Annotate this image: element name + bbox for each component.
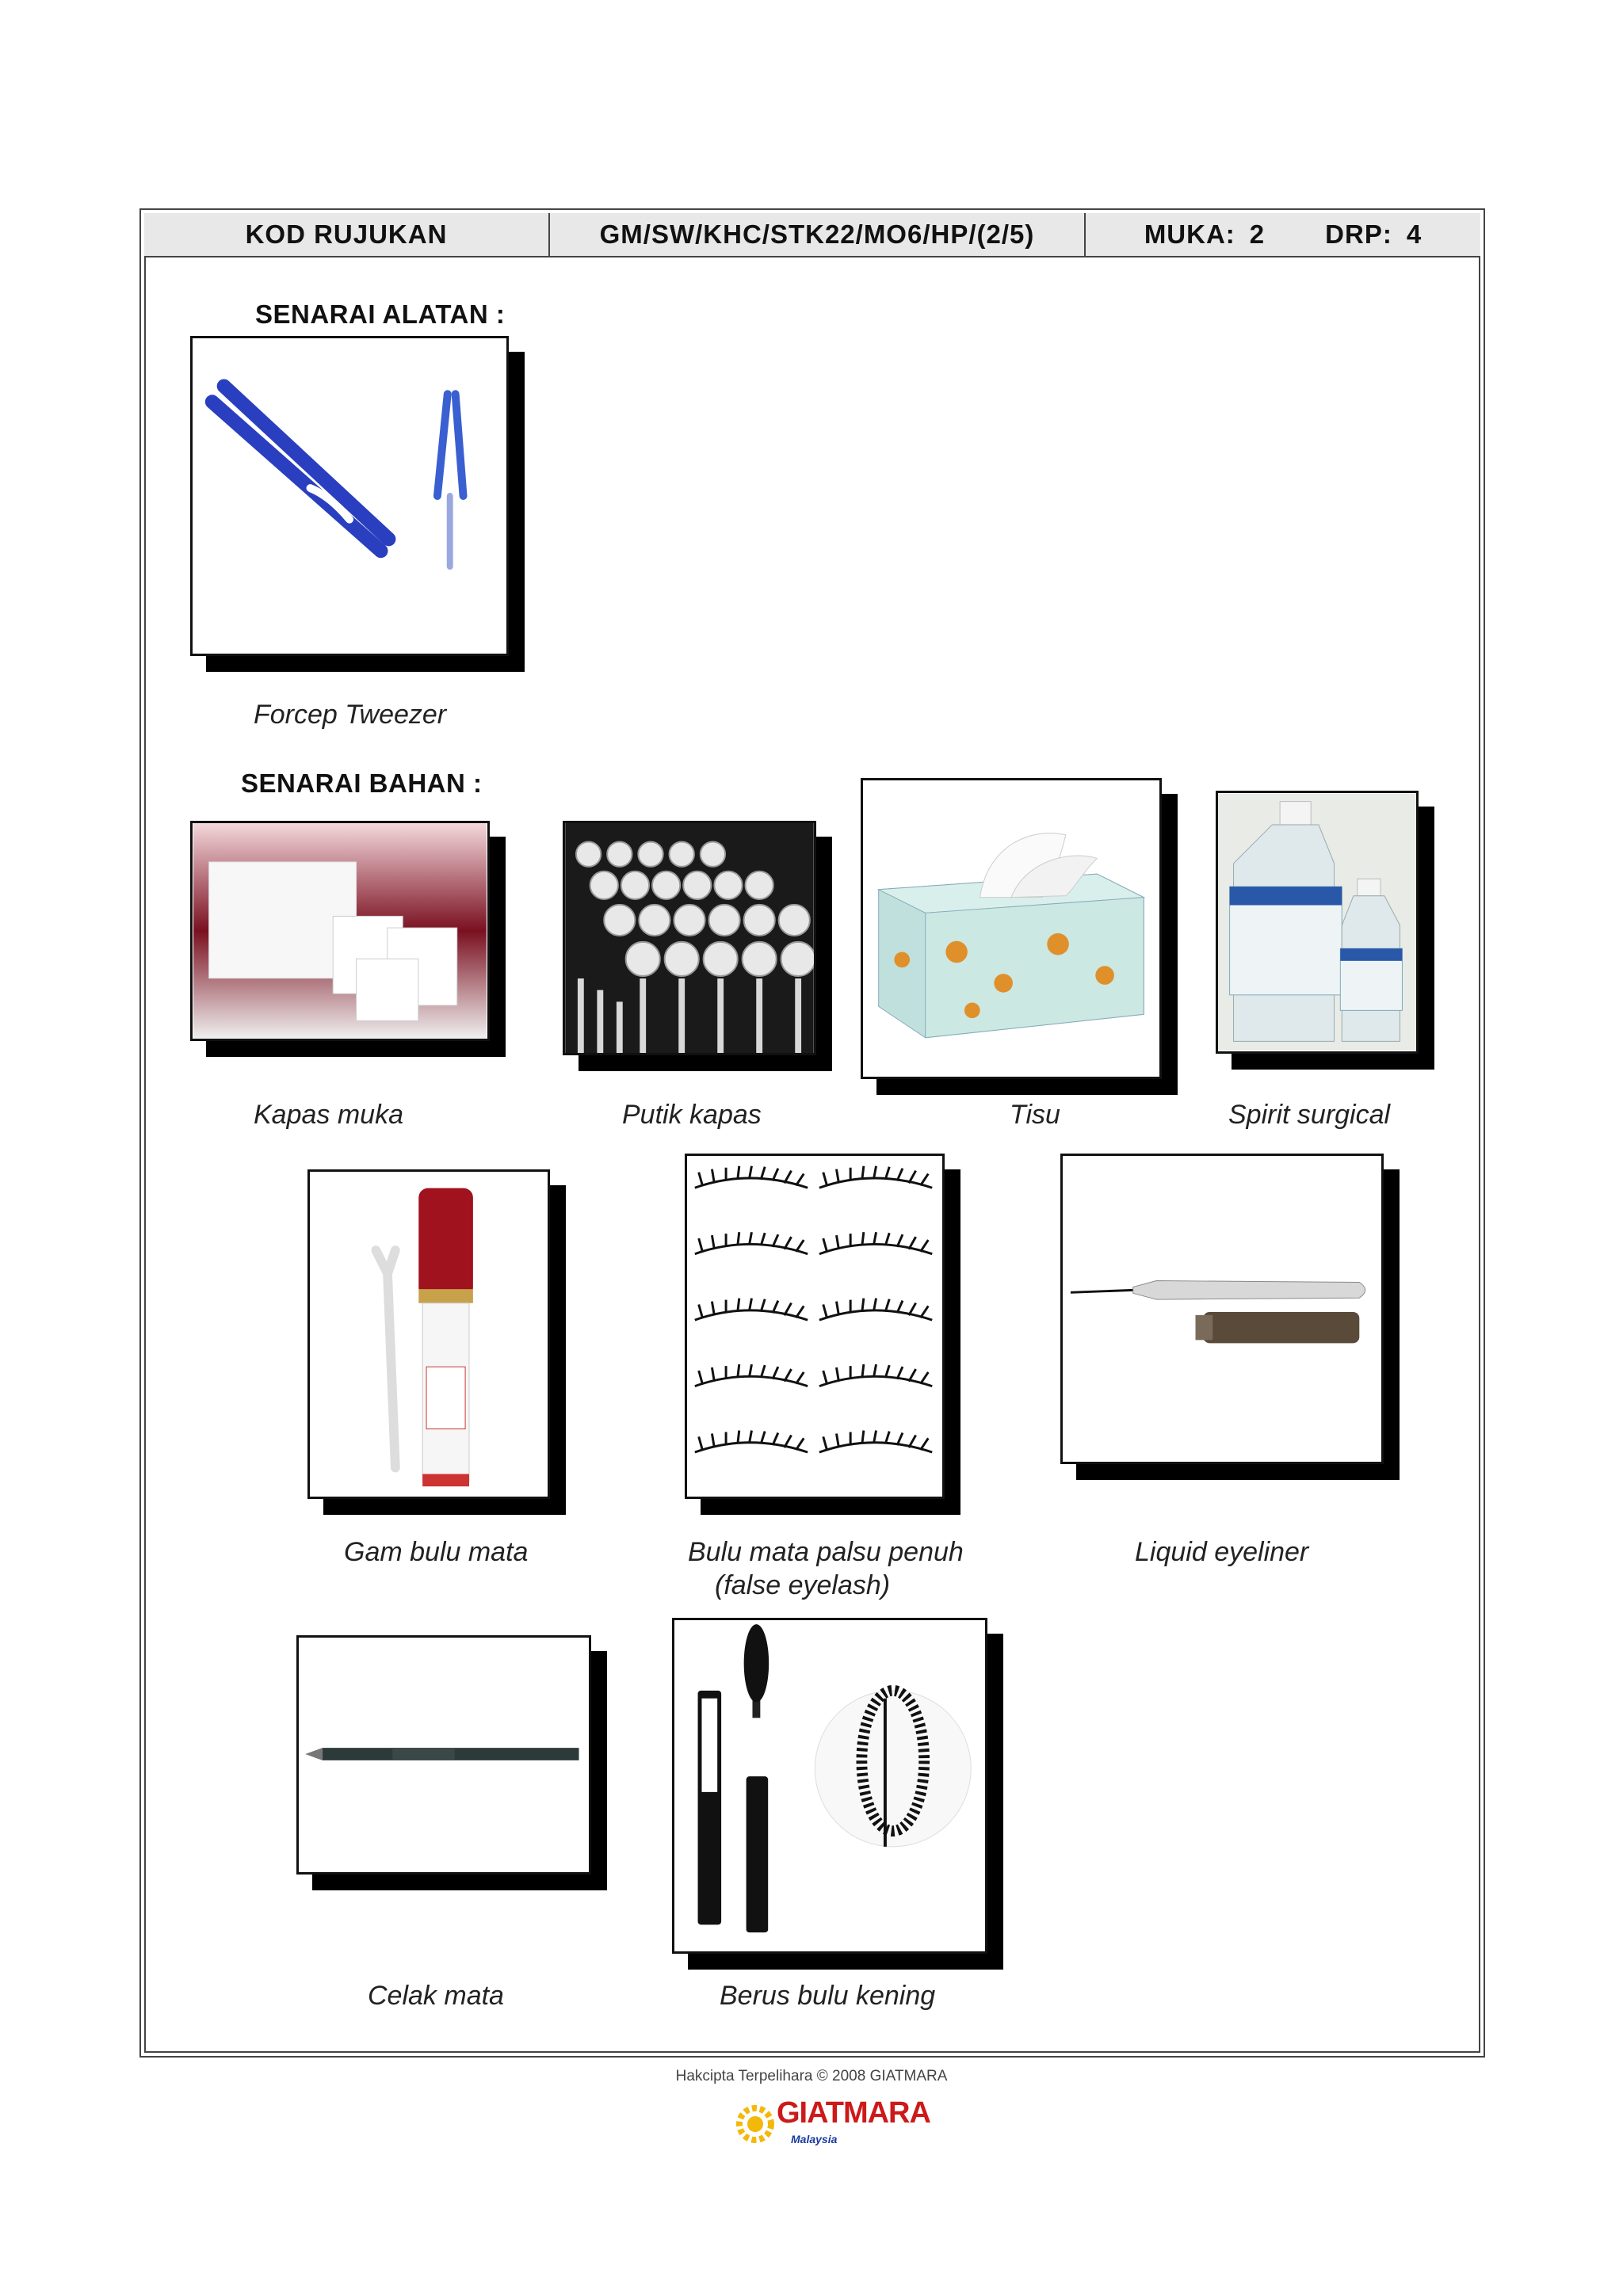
- ref-code: GM/SW/KHC/STK22/MO6/HP/(2/5): [550, 213, 1086, 256]
- page-label: MUKA:: [1144, 219, 1235, 249]
- eye-pencil-caption: Celak mata: [368, 1981, 504, 2011]
- copyright: Hakcipta Terpelihara © 2008 GIATMARA: [675, 2068, 948, 2084]
- mascara-caption: Berus bulu kening: [720, 1981, 936, 2011]
- mascara-brush-icon: [674, 1620, 985, 1951]
- cotton-pad-icon: [193, 823, 487, 1039]
- page-number: 2: [1249, 219, 1266, 249]
- header-table: [144, 213, 1480, 257]
- spirit-image: [1216, 791, 1419, 1054]
- false-eyelash-image: [685, 1154, 945, 1499]
- liquid-eyeliner-caption: Liquid eyeliner: [1135, 1537, 1309, 1567]
- logo-subtext: Malaysia: [791, 2133, 838, 2145]
- cotton-bud-caption: Putik kapas: [622, 1100, 762, 1130]
- false-eyelash-icon: [687, 1156, 942, 1497]
- tweezer-icon: [193, 338, 506, 654]
- tissue-box-icon: [863, 780, 1159, 1077]
- mascara-image: [672, 1618, 987, 1954]
- tools-title: SENARAI ALATAN :: [255, 299, 506, 329]
- total-number: 4: [1406, 219, 1423, 249]
- liquid-eyeliner-icon: [1063, 1156, 1381, 1462]
- tweezer-image: [190, 336, 509, 656]
- tissue-image: [861, 778, 1162, 1079]
- cotton-bud-image: [563, 821, 816, 1055]
- false-eyelash-caption-line2: (false eyelash): [715, 1570, 891, 1600]
- page-info: [1086, 213, 1480, 256]
- lash-glue-caption: Gam bulu mata: [344, 1537, 529, 1567]
- ref-label: KOD RUJUKAN: [144, 213, 550, 256]
- total-label: DRP:: [1325, 219, 1392, 249]
- cotton-pad-caption: Kapas muka: [254, 1100, 403, 1130]
- cotton-pad-image: [190, 821, 490, 1041]
- cotton-bud-icon: [565, 823, 814, 1053]
- false-eyelash-caption-line1: Bulu mata palsu penuh: [688, 1537, 964, 1567]
- materials-title: SENARAI BAHAN :: [241, 769, 483, 798]
- tissue-caption: Tisu: [1010, 1100, 1060, 1130]
- eye-pencil-image: [296, 1635, 591, 1875]
- liquid-eyeliner-image: [1060, 1154, 1384, 1464]
- giatmara-logo: [735, 2092, 930, 2155]
- tweezer-caption: Forcep Tweezer: [254, 700, 447, 730]
- eye-pencil-icon: [299, 1638, 589, 1872]
- spirit-caption: Spirit surgical: [1228, 1100, 1391, 1130]
- lash-glue-image: [307, 1169, 550, 1499]
- lash-glue-icon: [310, 1172, 548, 1497]
- gear-icon: [735, 2096, 775, 2152]
- logo-text: GIATMARA: [777, 2096, 930, 2130]
- spirit-bottle-icon: [1218, 793, 1416, 1051]
